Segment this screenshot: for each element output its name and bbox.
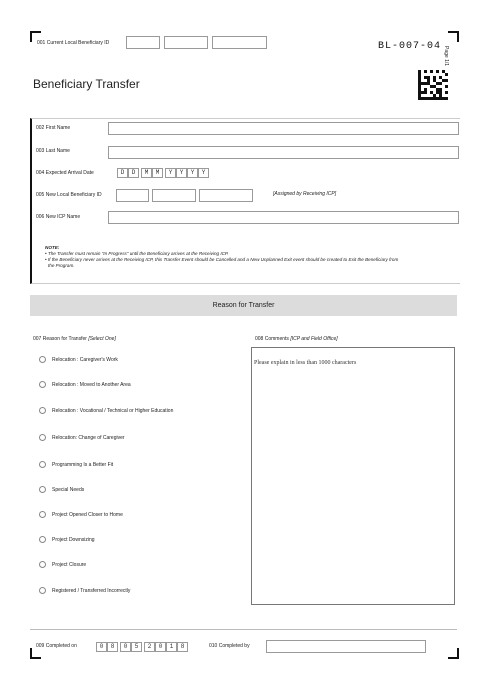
reason-option-label: Programming Is a Better Fit [52, 462, 114, 468]
footer-divider [30, 629, 457, 630]
field-label: Comments [264, 336, 289, 342]
form-code: BL-007-04 [378, 41, 442, 52]
form-title: Beneficiary Transfer [33, 77, 140, 91]
reason-section-title: Reason for Transfer [212, 302, 275, 309]
reason-radio[interactable] [39, 511, 46, 518]
field-label: First Name [45, 125, 71, 131]
completed-on-digit[interactable]: 1 [166, 642, 177, 652]
completed-on-digit[interactable]: 8 [107, 642, 118, 652]
new-local-id-label [36, 192, 102, 198]
qr-code [418, 70, 448, 100]
completed-on-digit[interactable]: 5 [131, 642, 142, 652]
field-number: 010 [209, 643, 218, 649]
note-line: • If the Beneficiary never arrives at the Receiving ICP, this Transfer Event should be Cancelled and a New Unplanned Exit event should be created to Exit the Beneficiary from [45, 257, 399, 262]
field-label: New ICP Name [45, 214, 81, 220]
last-name-field[interactable] [108, 146, 459, 159]
current-id-box-1[interactable] [126, 36, 160, 49]
reason-radio[interactable] [39, 486, 46, 493]
reason-option-label: Project Opened Closer to Home [52, 512, 123, 518]
reason-option-label: Relocation : Caregiver's Work [52, 357, 118, 363]
reason-radio[interactable] [39, 587, 46, 594]
field-number: 001 [37, 40, 46, 46]
arrival-date-digit[interactable]: D [128, 168, 139, 178]
comments-placeholder: Please explain in less than 1000 characters [254, 360, 357, 366]
completed-on-digit[interactable]: 0 [155, 642, 166, 652]
arrival-date-digit[interactable]: Y [187, 168, 198, 178]
reason-label [33, 336, 116, 342]
field-number: 005 [36, 192, 45, 198]
corner-mark-bottom-left [30, 648, 41, 659]
field-label: Completed on [45, 643, 77, 649]
field-label: Expected Arrival Date [45, 170, 94, 176]
transfer-note [45, 245, 455, 269]
arrival-date-label [36, 170, 94, 176]
reason-section-banner [30, 295, 457, 316]
first-name-label [36, 125, 70, 131]
new-local-id-box-1[interactable] [116, 189, 149, 202]
new-local-id-box-2[interactable] [152, 189, 196, 202]
note-line: the Program. [48, 263, 75, 268]
new-local-id-box-3[interactable] [199, 189, 253, 202]
comments-textarea[interactable] [251, 347, 455, 605]
completed-on-digit[interactable]: 8 [177, 642, 188, 652]
reason-option-label: Registered / Transferred Incorrectly [52, 588, 131, 594]
reason-radio[interactable] [39, 461, 46, 468]
new-icp-label [36, 214, 80, 220]
arrival-date-digit[interactable]: Y [198, 168, 209, 178]
page-label: Page 1/1 [443, 46, 449, 67]
completed-on-label [36, 643, 77, 649]
completed-on-digit[interactable]: 2 [144, 642, 155, 652]
reason-radio[interactable] [39, 381, 46, 388]
reason-radio[interactable] [39, 434, 46, 441]
note-line: • The Transfer must remain "In Progress" until the Beneficiary arrives at the Receiving ICP. [45, 251, 229, 256]
field-number: 003 [36, 148, 45, 154]
completed-on-digit[interactable]: 0 [96, 642, 107, 652]
reason-radio[interactable] [39, 561, 46, 568]
corner-mark-top-right [448, 31, 459, 42]
field-label: Completed by [218, 643, 250, 649]
reason-radio[interactable] [39, 356, 46, 363]
completed-by-label [209, 643, 250, 649]
arrival-date-digit[interactable]: Y [165, 168, 176, 178]
arrival-date-digit[interactable]: M [152, 168, 163, 178]
field-label: Current Local Beneficiary ID [46, 40, 110, 46]
reason-option-label: Special Needs [52, 487, 85, 493]
current-id-label [37, 40, 109, 46]
corner-mark-bottom-right [448, 648, 459, 659]
reason-option-label: Project Closure [52, 562, 87, 568]
arrival-date-digit[interactable]: M [141, 168, 152, 178]
current-id-box-3[interactable] [212, 36, 267, 49]
completed-by-field[interactable] [266, 640, 426, 653]
field-hint: [Select One] [88, 336, 116, 342]
field-label: Reason for Transfer [42, 336, 87, 342]
last-name-label [36, 148, 70, 154]
field-hint: [ICP and Field Office] [290, 336, 338, 342]
comments-label [255, 336, 338, 342]
note-heading: NOTE: [45, 245, 60, 250]
reason-option-label: Relocation : Vocational / Technical or Higher Education [52, 408, 174, 414]
first-name-field[interactable] [108, 122, 459, 135]
arrival-date-digit[interactable]: Y [176, 168, 187, 178]
field-number: 008 [255, 336, 264, 342]
field-number: 007 [33, 336, 42, 342]
reason-option-label: Relocation : Moved to Another Area [52, 382, 131, 388]
new-icp-field[interactable] [108, 211, 459, 224]
reason-radio[interactable] [39, 536, 46, 543]
new-local-id-note: [Assigned by Receiving ICP] [273, 191, 337, 197]
field-label: Last Name [45, 148, 70, 154]
current-id-box-2[interactable] [164, 36, 208, 49]
reason-option-label: Project Downsizing [52, 537, 95, 543]
reason-option-label: Relocation: Change of Caregiver [52, 435, 125, 441]
field-number: 006 [36, 214, 45, 220]
arrival-date-digit[interactable]: D [117, 168, 128, 178]
field-label: New Local Beneficiary ID [45, 192, 102, 198]
field-number: 004 [36, 170, 45, 176]
completed-on-digit[interactable]: 0 [120, 642, 131, 652]
field-number: 002 [36, 125, 45, 131]
reason-radio[interactable] [39, 407, 46, 414]
field-number: 009 [36, 643, 45, 649]
